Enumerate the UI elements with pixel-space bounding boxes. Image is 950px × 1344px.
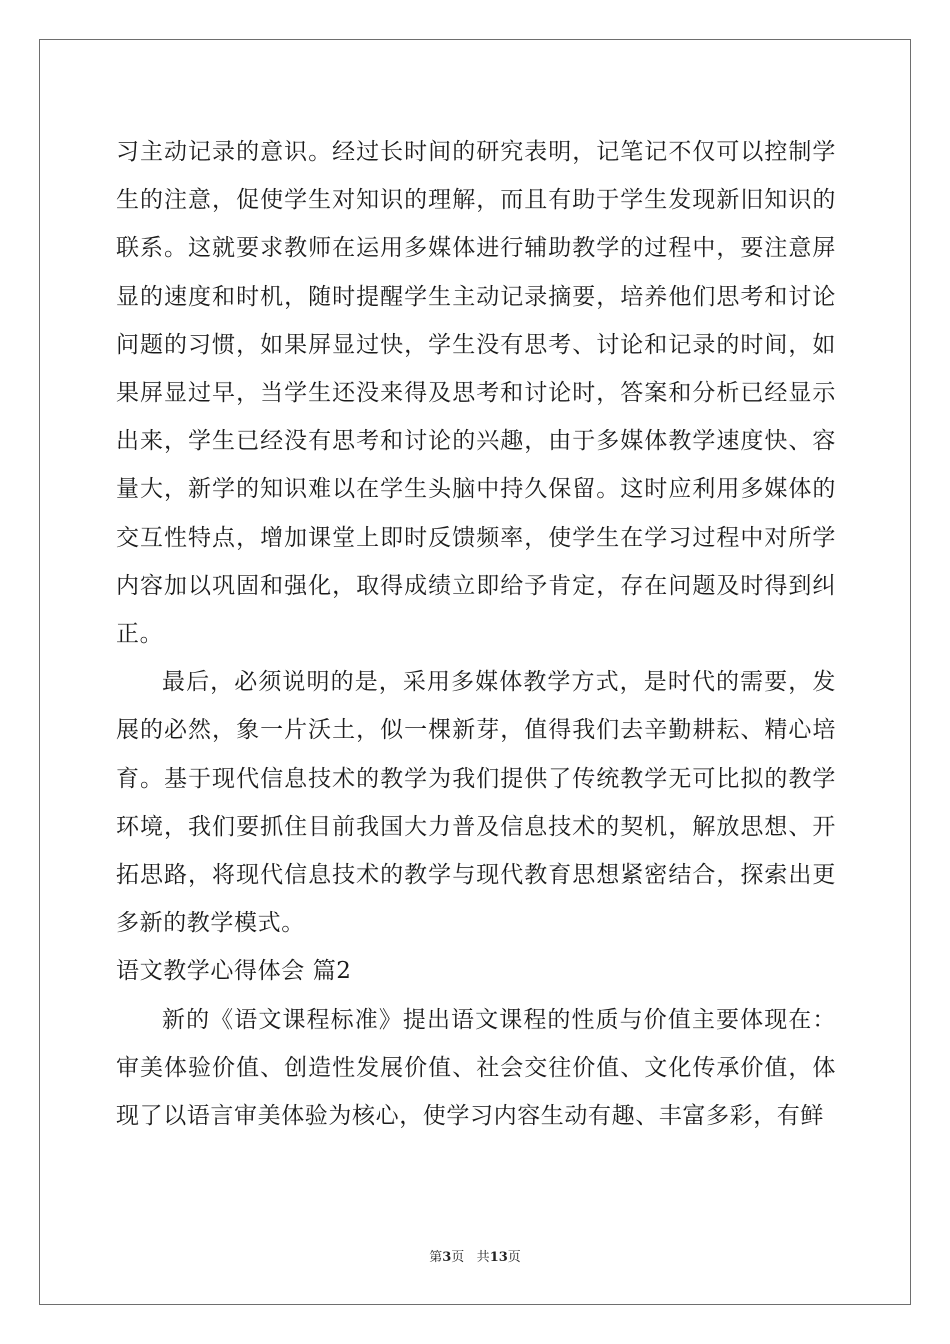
footer-total-unit: 页 <box>507 1250 521 1265</box>
document-body <box>116 128 836 1140</box>
paragraph-2: 最后，必须说明的是，采用多媒体教学方式，是时代的需要，发展的必然，象一片沃土，似一棵新芽，值得我们去辛勤耕耘、精心培育。基于现代信息技术的教学为我们提供了传统教学无可比拟的教学环境，我们要抓住目前我国大力普及信息技术的契机，解放思想、开拓思路，将现代信息技术的教学与现代教育思想紧密结合，探索出更多新的教学模式。 <box>116 669 836 937</box>
footer-total-prefix: 共 <box>476 1250 490 1265</box>
page-footer <box>0 1246 950 1265</box>
paragraph-1: 习主动记录的意识。经过长时间的研究表明，记笔记不仅可以控制学生的注意，促使学生对知识的理解，而且有助于学生发现新旧知识的联系。这就要求教师在运用多媒体进行辅助教学的过程中，要注意屏显的速度和时机，随时提醒学生主动记录摘要，培养他们思考和讨论问题的习惯，如果屏显过快，学生没有思考、讨论和记录的时间，如果屏显过早，当学生还没来得及思考和讨论时，答案和分析已经显示出来，学生已经没有思考和讨论的兴趣，由于多媒体教学速度快、容量大，新学的知识难以在学生头脑中持久保留。这时应利用多媒体的交互性特点，增加课堂上即时反馈频率，使学生在学习过程中对所学内容加以巩固和强化，取得成绩立即给予肯定，存在问题及时得到纠正。 <box>116 139 836 648</box>
footer-prefix: 第 <box>429 1250 443 1265</box>
paragraph-3: 新的《语文课程标准》提出语文课程的性质与价值主要体现在：审美体验价值、创造性发展价值、社会交往价值、文化传承价值，体现了以语言审美体验为核心，使学习内容生动有趣、丰富多彩，有鲜 <box>116 1006 836 1130</box>
footer-page-unit: 页 <box>451 1250 465 1265</box>
section-heading: 语文教学心得体会 篇2 <box>116 958 352 985</box>
footer-total-pages: 13 <box>489 1250 508 1265</box>
footer-page-number: 3 <box>442 1250 452 1265</box>
